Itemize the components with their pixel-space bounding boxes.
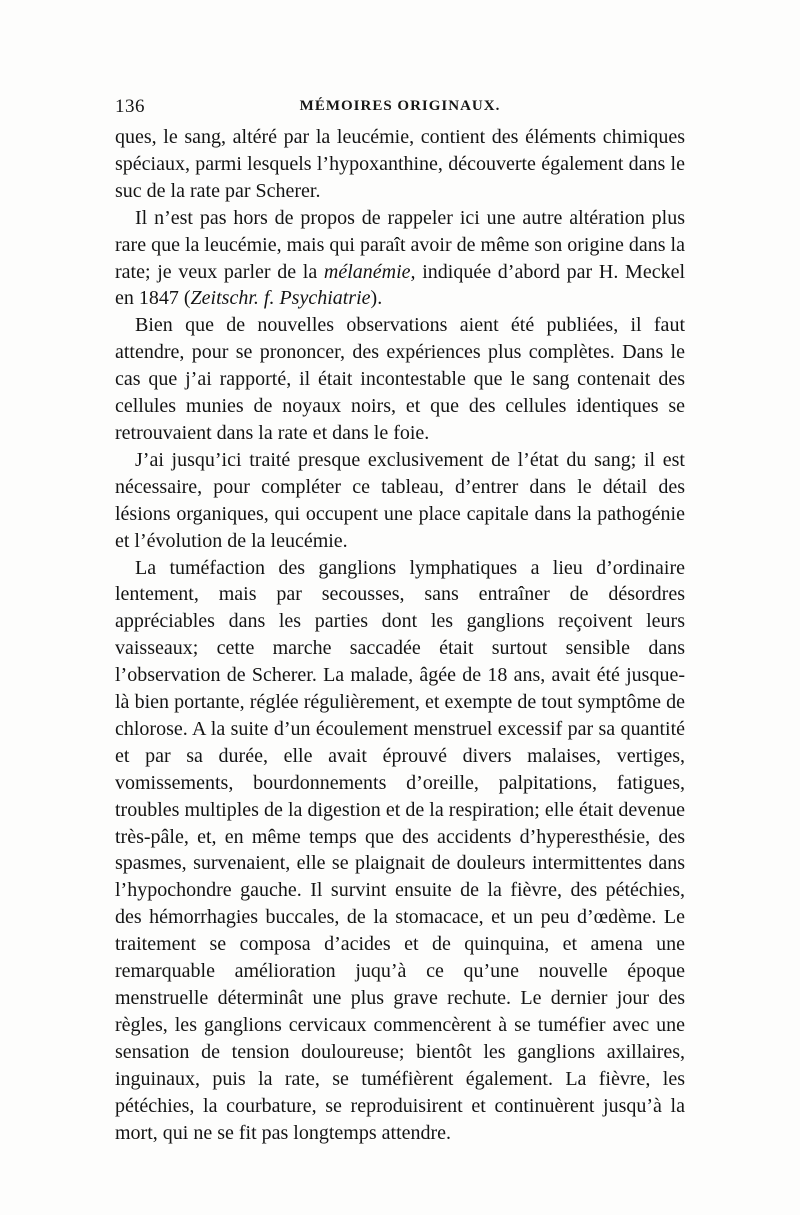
paragraph — [115, 312, 685, 447]
text-run: ). — [370, 287, 383, 310]
running-head: MÉMOIRES ORIGINAUX. — [299, 98, 501, 114]
page-header — [115, 96, 685, 124]
text-run: indiquée d’abord par H. Meckel en 1847 ( — [115, 260, 685, 310]
paragraph — [115, 447, 685, 555]
paragraph — [115, 555, 685, 1147]
italic-text-run: Zeitschr. f. Psychiatrie — [190, 287, 371, 310]
text-run: J’ai jusqu’ici traité presque exclusivement de l’état du sang; il est nécessaire, pour compléter ce tableau, d’entrer dans le détail des lésions organiques, qui occupent une place capitale dans la pathogénie et l’évolution de la leucémie. — [115, 448, 685, 552]
text-run: La tuméfaction des ganglions lymphatiques a lieu d’ordinaire lentement, mais par secousses, sans entraîner de désordres appréciables dans les parties dont les ganglions reçoivent leurs vaisseaux; cette marche saccadée était surtout sensible dans l’observation de Scherer. La malade, âgée de 18 ans, avait été jusque-là bien portante, réglée régulièrement, et exempte de tout symptôme de chlorose. A la suite d’un écoulement menstruel excessif par sa quantité et par sa durée, elle avait éprouvé divers malaises, vertiges, vomissements, bourdonnements d’oreille, palpitations, fatigues, troubles multiples de la digestion et de la respiration; elle était devenue très-pâle, et, en même temps que des accidents d’hyperesthésie, des spasmes, survenaient, elle se plaignait de douleurs intermittentes dans l’hypochondre gauche. Il survint ensuite de la fièvre, des pétéchies, des hémorrhagies buccales, de la stomacace, et un peu d’œdème. Le traitement se composa d’acides et de quinquina, et amena une remarquable amélioration juqu’à ce qu’une nouvelle époque menstruelle déterminât une plus grave rechute. Le dernier jour des règles, les ganglions cervicaux commencèrent à se tuméfier avec une sensation de tension douloureuse; bientôt les ganglions axillaires, inguinaux, puis la rate, se tuméfièrent également. La fièvre, les pétéchies, la courbature, se reproduisirent et continuèrent jusqu’à la mort, qui ne se fit pas longtemps attendre. — [115, 556, 685, 1144]
page-number: 136 — [115, 96, 145, 117]
paragraph — [115, 205, 685, 313]
italic-text-run: mélanémie, — [323, 260, 416, 283]
text-run: ques, le sang, altéré par la leucémie, contient des éléments chimiques spéciaux, parmi lesquels l’hypoxanthine, découverte également dans le suc de la rate par Scherer. — [115, 126, 685, 202]
text-run: Bien que de nouvelles observations aient été publiées, il faut attendre, pour se prononcer, des expériences plus complètes. Dans le cas que j’ai rapporté, il était incontestable que le sang contenait des cellules munies de noyaux noirs, et que des cellules identiques se retrouvaient dans la rate et dans le foie. — [115, 314, 685, 444]
text-run: Il n’est pas hors de propos de rappeler ici une autre altération plus rare que la leucémie, mais qui paraît avoir de même son origine dans la rate; je veux parler de la — [115, 206, 685, 283]
paragraph — [115, 124, 685, 205]
body-text — [115, 124, 685, 1146]
